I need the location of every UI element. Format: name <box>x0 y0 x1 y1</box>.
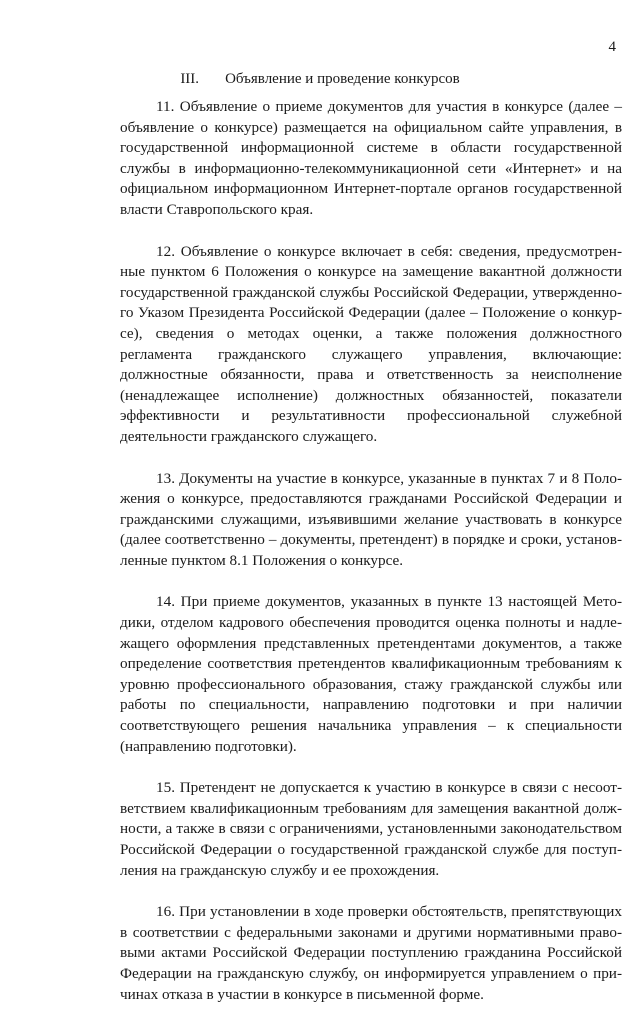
section-title: Объявление и проведение конкурсов <box>225 71 460 87</box>
page-number: 4 <box>608 39 616 55</box>
document-body <box>120 97 622 1026</box>
paragraph-15: 15. Претендент не допускается к участию в конкурсе в связи с несоответствием квалификационным требованиям для замещения вакантной должности, а также в связи с ограничениями, установленными законодательством Российской Федерации о государственной гражданской службе для поступления на гражданскую службу и ее прохождения. <box>120 779 622 879</box>
section-heading <box>0 70 640 88</box>
section-number: III. <box>180 71 200 87</box>
paragraph-11: 11. Объявление о приеме документов для участия в конкурсе (далее – объявление о конкурсе) размещается на официальном сайте управления, в государственной информационной системе в области государственной службы в информационно-телекоммуникационной сети «Интернет» и на официальном информационном Интернет-портале органов государственной власти Ставропольского края. <box>120 98 622 218</box>
paragraph-12: 12. Объявление о конкурсе включает в себя: сведения, предусмотренные пунктом 6 Положения о конкурсе на замещение вакантной должности государственной гражданской службы Российской Федерации, утвержденного Указом Президента Российской Федерации (далее – Положение о конкурсе), сведения о методах оценки, а также положения должностного регламента гражданского служащего управления, включающие: должностные обязанности, права и ответственность за неисполнение (ненадлежащее исполнение) должностных обязанностей, показатели эффективности и результативности профессиональной служебной деятельности гражданского служащего. <box>120 242 622 445</box>
paragraph-16: 16. При установлении в ходе проверки обстоятельств, препятствующих в соответствии с федеральными законами и другими нормативными правовыми актами Российской Федерации поступлению гражданина Российской Федерации на гражданскую службу, он информируется управлением о причинах отказа в участии в конкурсе в письменной форме. <box>120 903 622 1003</box>
paragraph-13: 13. Документы на участие в конкурсе, указанные в пунктах 7 и 8 Положения о конкурсе, предоставляются гражданами Российской Федерации и гражданскими служащими, изъявившими желание участвовать в конкурсе (далее соответственно – документы, претендент) в порядке и сроки, установленные пунктом 8.1 Положения о конкурсе. <box>120 469 622 569</box>
paragraph-14: 14. При приеме документов, указанных в пункте 13 настоящей Методики, отделом кадрового обеспечения проводится оценка полноты и надлежащего оформления представленных претендентами документов, а также определение соответствия претендентов квалификационным требованиям к уровню профессионального образования, стажу гражданской службы или работы по специальности, направлению подготовки и при наличии соответствующего решения начальника управления – к специальности (направлению подготовки). <box>120 593 622 755</box>
